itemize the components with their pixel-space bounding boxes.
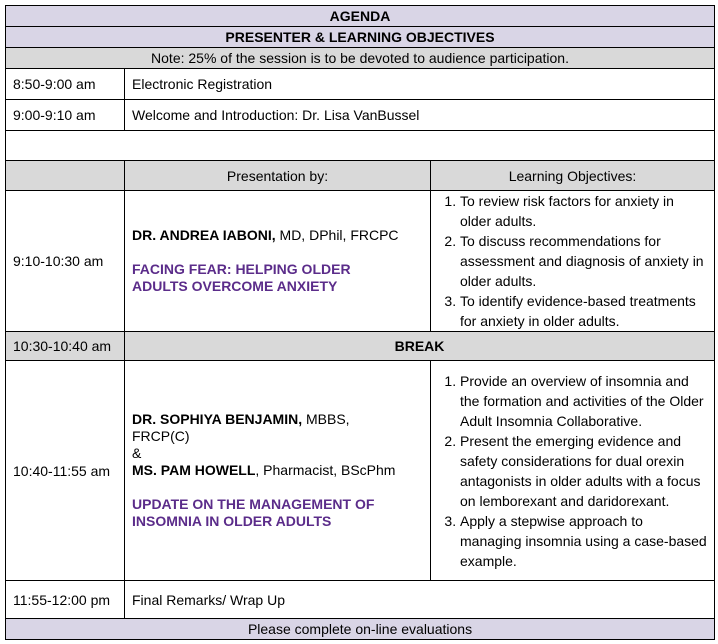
closing-row [6, 581, 715, 619]
session1-presenter-cell [125, 191, 431, 332]
session2-title-line1: UPDATE ON THE MANAGEMENT OF [132, 496, 375, 512]
agenda-title: AGENDA [6, 6, 715, 27]
column-header-row [6, 161, 715, 191]
session2-presenter2-creds: , Pharmacist, BScPhm [255, 462, 396, 478]
objective-item: 2. To discuss recommendations for assessment and diagnosis of anxiety in older adults. [460, 231, 707, 291]
spacer-row [6, 131, 715, 161]
break-time: 10:30-10:40 am [6, 332, 125, 361]
session2-presenter1-name: DR. SOPHIYA BENJAMIN, [132, 411, 303, 427]
session1-presenter [132, 227, 423, 244]
break-row [6, 332, 715, 361]
session1-presenter-name: DR. ANDREA IABONI, [132, 227, 276, 243]
session2-title-line2: INSOMNIA IN OLDER ADULTS [132, 513, 332, 529]
closing-time: 11:55-12:00 pm [6, 581, 125, 619]
session2-presenter1 [132, 411, 423, 428]
welcome-time: 9:00-9:10 am [6, 100, 125, 131]
session1-presenter-creds: MD, DPhil, FRCPC [275, 227, 399, 243]
title-row [6, 6, 715, 27]
footer-row [6, 619, 715, 640]
objectives-column-header: Learning Objectives: [431, 161, 715, 191]
subtitle-row [6, 27, 715, 48]
session2-time: 10:40-11:55 am [6, 361, 125, 581]
agenda-table [5, 5, 715, 640]
session2-ampersand: & [132, 445, 142, 461]
session2-objectives-cell [431, 361, 715, 581]
session1-objectives-list [438, 191, 707, 331]
presentation-column-header: Presentation by: [125, 161, 431, 191]
closing-text: Final Remarks/ Wrap Up [125, 581, 715, 619]
objective-item: 1. Provide an overview of insomnia and the formation and activities of the Older Adult Insomnia Collaborative. [460, 371, 707, 431]
registration-time: 8:50-9:00 am [6, 69, 125, 100]
session2-presenter-cell [125, 361, 431, 581]
note-row [6, 48, 715, 69]
session2-objectives-list [438, 371, 707, 571]
session1-row [6, 191, 715, 332]
session1-title-line1: FACING FEAR: HELPING OLDER [132, 261, 351, 277]
session2-presenter2 [132, 462, 423, 479]
session2-presenter1-creds: MBBS, [302, 411, 350, 427]
agenda-subtitle: PRESENTER & LEARNING OBJECTIVES [6, 27, 715, 48]
session2-row [6, 361, 715, 581]
session2-presenter2-name: MS. PAM HOWELL [132, 462, 256, 478]
participation-note: Note: 25% of the session is to be devoted to audience participation. [6, 48, 715, 69]
welcome-text: Welcome and Introduction: Dr. Lisa VanBussel [125, 100, 715, 131]
registration-text: Electronic Registration [125, 69, 715, 100]
objective-item: 3. To identify evidence-based treatments for anxiety in older adults. [460, 291, 707, 331]
objective-item: 1. To review risk factors for anxiety in older adults. [460, 191, 707, 231]
break-label: BREAK [125, 332, 715, 361]
session1-time: 9:10-10:30 am [6, 191, 125, 332]
session1-objectives-cell [431, 191, 715, 332]
evaluation-note: Please complete on-line evaluations [6, 619, 715, 640]
session2-presenter1-creds2: FRCP(C) [132, 428, 190, 444]
spacer-cell [6, 131, 715, 161]
time-column-header [6, 161, 125, 191]
welcome-row [6, 100, 715, 131]
session1-title-line2: ADULTS OVERCOME ANXIETY [132, 278, 338, 294]
objective-item: 2. Present the emerging evidence and safety considerations for dual orexin antagonists in older adults with a focus on lemborexant and daridorexant. [460, 431, 707, 511]
objective-item: 3. Apply a stepwise approach to managing insomnia using a case-based example. [460, 511, 707, 571]
registration-row [6, 69, 715, 100]
